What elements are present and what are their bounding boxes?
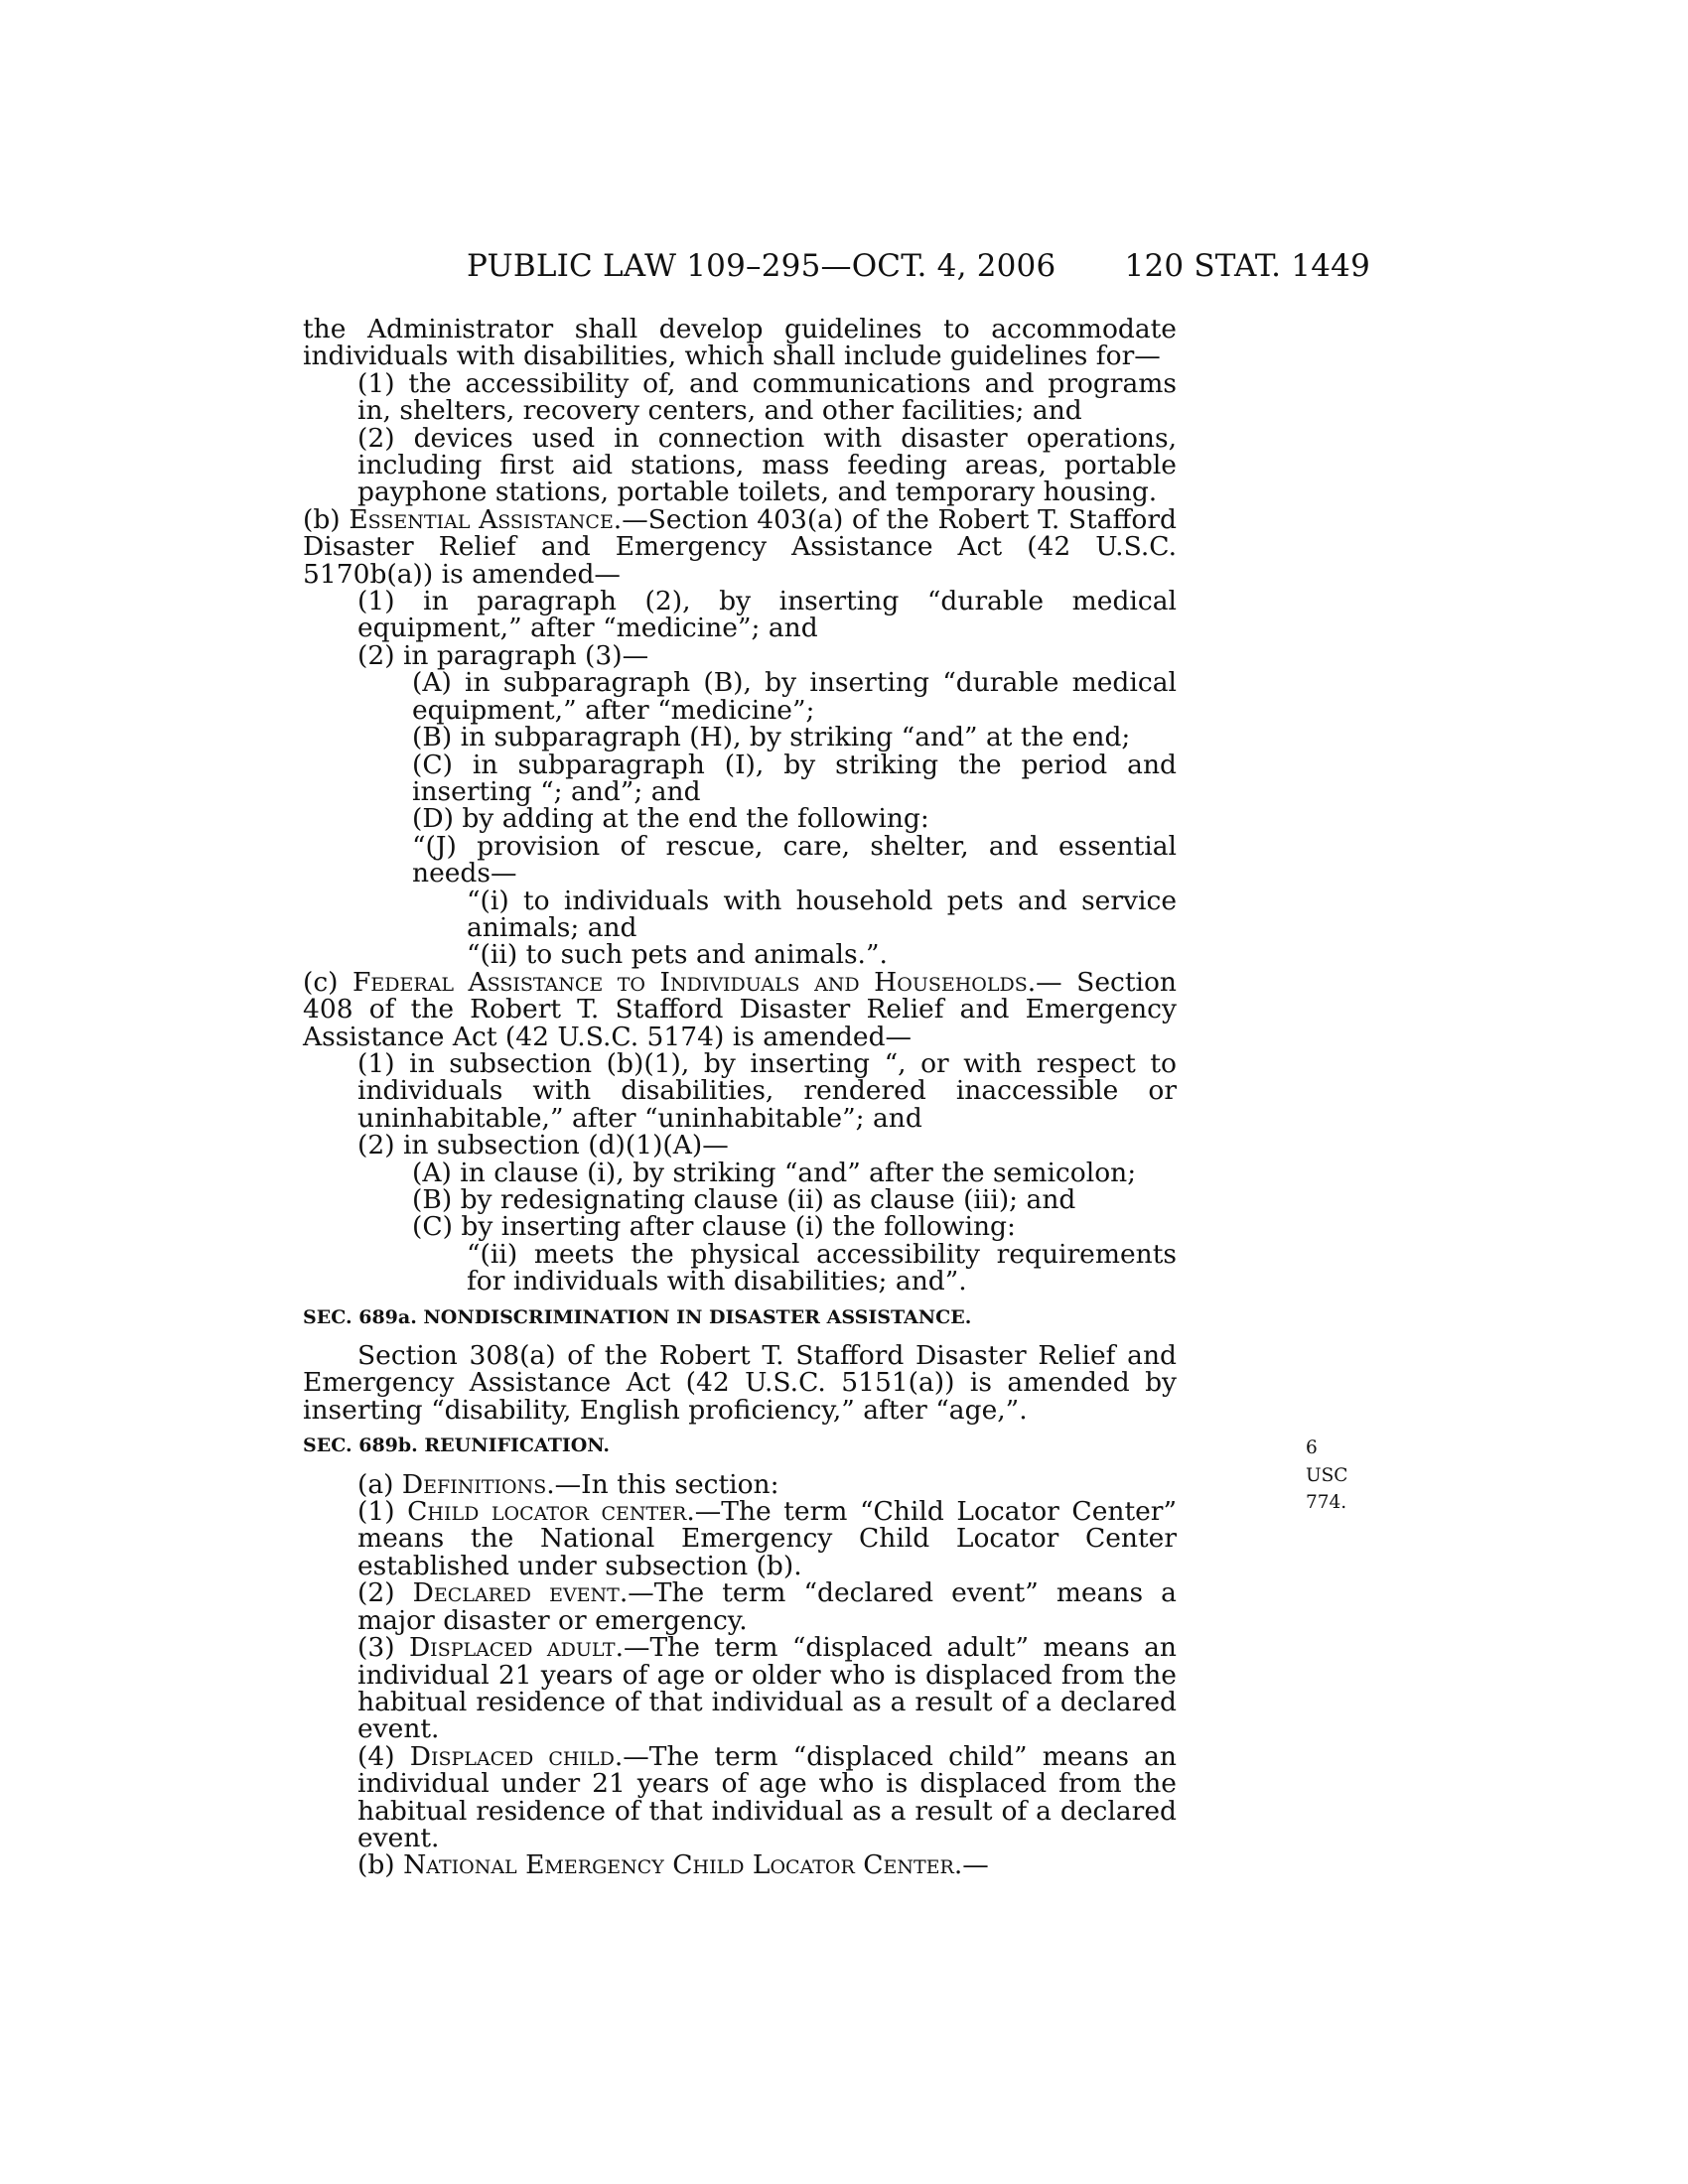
paragraph: [303, 1238, 1177, 1297]
paragraph: [303, 588, 1177, 642]
subsection-heading: Federal Assistance to Individuals and Households.: [352, 966, 1037, 998]
paragraph: [303, 887, 1177, 942]
paragraph-text: “(ii) to such pets and animals.”.: [467, 939, 888, 971]
paragraph: [303, 939, 1177, 971]
subsection-number: (b): [357, 1849, 404, 1881]
margin-citation: 6 USC 774.: [1306, 1437, 1348, 1514]
paragraph: [303, 1157, 1177, 1188]
running-title: PUBLIC LAW 109–295—OCT. 4, 2006: [467, 248, 1056, 284]
paragraph-text: “(i) to individuals with household pets and service animals; and: [467, 885, 1177, 943]
definition-number: (3): [357, 1632, 409, 1664]
subsection-heading: Essential Assistance.: [349, 503, 623, 535]
statute-page-number: 120 STAT. 1449: [1124, 248, 1370, 284]
definition-3: [303, 1634, 1177, 1743]
paragraph: [303, 367, 1177, 427]
paragraph-text: “(J) provision of rescue, care, shelter, and essential needs—: [412, 830, 1177, 889]
definition-2: [303, 1579, 1177, 1634]
paragraph-text: (1) in subsection (b)(1), by inserting “, or with respect to individuals with disabilities, rendered inaccessible or uninhabitable,” after “uninhabitable”; and: [357, 1047, 1177, 1134]
paragraph: [303, 639, 1177, 671]
subsection-number: (a): [357, 1468, 402, 1500]
paragraph-text: (2) in subsection (d)(1)(A)—: [357, 1130, 729, 1161]
definition-text: —The term “displaced child” means an individual under 21 years of age who is displaced from the habitual residence of that individual as a result of a declared event.: [357, 1740, 1177, 1853]
paragraph-a-definitions: [303, 1468, 1177, 1500]
definition-number: (1): [357, 1496, 408, 1528]
paragraph-text: (D) by adding at the end the following:: [412, 803, 929, 835]
subsection-number: (b): [303, 503, 350, 535]
definition-term: Displaced child.: [409, 1740, 624, 1772]
paragraph-text: (2) devices used in connection with disaster operations, including first aid stations, mass feeding areas, portable payphone stations, portable toilets, and temporary housing.: [357, 422, 1177, 508]
paragraph: [303, 1186, 1177, 1213]
paragraph: [303, 1047, 1177, 1134]
paragraph-text: (1) in paragraph (2), by inserting “durable medical equipment,” after “medicine”; and: [357, 586, 1177, 644]
paragraph-text: (A) in clause (i), by striking “and” after the semicolon;: [412, 1157, 1137, 1188]
paragraph-text: —Section 403(a) of the Robert T. Stafford Disaster Relief and Emergency Assistance Act (42 U.S.C. 5170b(a)) is amended—: [303, 503, 1177, 590]
definition-term: Displaced adult.: [408, 1632, 624, 1664]
paragraph: [303, 1132, 1177, 1159]
paragraph-text: (1) the accessibility of, and communications and programs in, shelters, recovery centers, and other facilities; and: [357, 367, 1177, 427]
definition-number: (2): [357, 1577, 413, 1609]
paragraph: [303, 669, 1177, 724]
paragraph-text: (C) in subparagraph (I), by striking the period and inserting “; and”; and: [412, 749, 1177, 807]
paragraph-text: (C) by inserting after clause (i) the following:: [412, 1211, 1016, 1243]
paragraph-text: — Section 408 of the Robert T. Stafford Disaster Relief and Emergency Assistance Act (42 U.S.C. 5174) is amended—: [303, 966, 1177, 1052]
paragraph: [303, 724, 1177, 751]
subsection-number: (c): [303, 966, 353, 998]
definition-1: [303, 1498, 1177, 1579]
page-header: [467, 248, 1370, 288]
section-heading-689b: SEC. 689b. REUNIFICATION.: [303, 1434, 611, 1457]
paragraph: [303, 751, 1177, 806]
paragraph-b-child-locator: [303, 1849, 1177, 1881]
definition-4: [303, 1740, 1177, 1853]
paragraph: Section 308(a) of the Robert T. Stafford Disaster Relief and Emergency Assistance Act (42 U.S.C. 5151(a)) is amended by inserting “disability, English proficiency,” after “age,”.: [303, 1340, 1177, 1426]
paragraph-text: (A) in subparagraph (B), by inserting “durable medical equipment,” after “medicine”;: [412, 667, 1177, 726]
paragraph-text: (B) by redesignating clause (ii) as clause (iii); and: [412, 1184, 1076, 1215]
paragraph-c: [303, 966, 1177, 1052]
paragraph-b: [303, 503, 1177, 590]
paragraph-text: —: [962, 1849, 989, 1881]
paragraph: [303, 1211, 1177, 1243]
definition-text: —The term “declared event” means a major disaster or emergency.: [357, 1577, 1177, 1636]
paragraph: [303, 803, 1177, 835]
paragraph-text: —In this section:: [554, 1468, 779, 1500]
definition-term: Child locator center.: [407, 1496, 695, 1528]
definition-text: —The term “Child Locator Center” means the National Emergency Child Locator Center established under subsection (b).: [357, 1496, 1177, 1581]
subsection-heading: National Emergency Child Locator Center.: [403, 1849, 963, 1881]
document-body: [303, 314, 1348, 1881]
section-heading-689a: SEC. 689a. NONDISCRIMINATION IN DISASTER ASSISTANCE.: [303, 1305, 972, 1328]
paragraph-text: (B) in subparagraph (H), by striking “and” at the end;: [412, 722, 1131, 753]
paragraph: the Administrator shall develop guidelines to accommodate individuals with disabilities, which shall include guidelines for—: [303, 314, 1177, 372]
definition-text: —The term “displaced adult” means an individual 21 years of age or older who is displaced from the habitual residence of that individual as a result of a declared event.: [357, 1632, 1177, 1745]
subsection-heading: Definitions.: [401, 1468, 555, 1500]
definition-term: Declared event.: [412, 1577, 629, 1609]
paragraph-text: (2) in paragraph (3)—: [357, 639, 649, 671]
paragraph: [303, 830, 1177, 889]
paragraph-text: “(ii) meets the physical accessibility requirements for individuals with disabilities; and”.: [467, 1238, 1177, 1297]
paragraph: [303, 422, 1177, 508]
definition-number: (4): [357, 1740, 410, 1772]
